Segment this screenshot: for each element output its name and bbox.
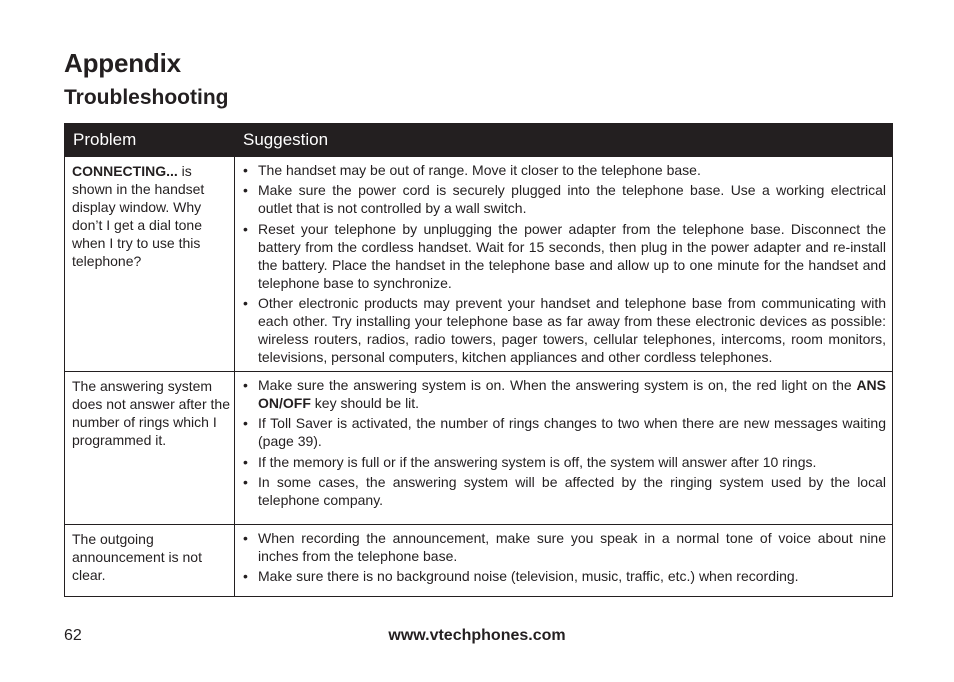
suggestion-item: • The handset may be out of range. Move it closer to the telephone base. bbox=[243, 161, 886, 179]
problem-cell bbox=[65, 525, 235, 597]
ans-key-label: ANS ON/OFF bbox=[258, 377, 886, 411]
suggestion-item: • If the memory is full or if the answering system is off, the system will answer after 10 rings. bbox=[243, 453, 886, 471]
suggestion-item: • In some cases, the answering system will be affected by the ringing system used by the local telephone company. bbox=[243, 473, 886, 509]
suggestion-list bbox=[243, 376, 886, 509]
page-title: Appendix bbox=[64, 48, 181, 78]
problem-keyword: CONNECTING... bbox=[72, 163, 178, 179]
table-row bbox=[65, 372, 893, 525]
problem-text: The answering system does not answer after the number of rings which I programmed it. bbox=[72, 378, 230, 448]
suggestion-list bbox=[243, 161, 886, 366]
suggestion-item: • Make sure the answering system is on. When the answering system is on, the red light on the ANS ON/OFF key should be lit. bbox=[243, 376, 886, 412]
table-row bbox=[65, 525, 893, 597]
header-suggestion: Suggestion bbox=[235, 124, 893, 157]
problem-cell bbox=[65, 157, 235, 372]
suggestion-item: • Reset your telephone by unplugging the power adapter from the telephone base. Disconnect the battery from the cordless handset. Wait for 15 seconds, then plug in the power adapter and re-install the battery. Place the handset in the telephone base and allow up to one minute for the handset and telephone base to synchronize. bbox=[243, 220, 886, 292]
section-title: Troubleshooting bbox=[64, 86, 229, 109]
table-header-row bbox=[65, 124, 893, 157]
suggestion-item: • Other electronic products may prevent your handset and telephone base from communicating with each other. Try installing your telephone base as far away from these electronic devices as possible: wireless routers, radios, radio towers, pager towers, cellular telephones, intercoms, room monitors, televisions, personal computers, kitchen appliances and other cordless telephones. bbox=[243, 294, 886, 366]
page-number: 62 bbox=[64, 627, 82, 644]
suggestion-item: • When recording the announcement, make sure you speak in a normal tone of voice about nine inches from the telephone base. bbox=[243, 529, 886, 565]
table-row bbox=[65, 157, 893, 372]
suggestion-item: • If Toll Saver is activated, the number of rings changes to two when there are new messages waiting (page 39). bbox=[243, 414, 886, 450]
header-problem: Problem bbox=[65, 124, 235, 157]
suggestion-item: • Make sure the power cord is securely plugged into the telephone base. Use a working electrical outlet that is not controlled by a wall switch. bbox=[243, 181, 886, 217]
website-url: www.vtechphones.com bbox=[388, 627, 566, 644]
suggestion-cell bbox=[235, 157, 893, 372]
problem-text: The outgoing announcement is not clear. bbox=[72, 531, 202, 583]
suggestion-cell bbox=[235, 372, 893, 525]
suggestion-item: • Make sure there is no background noise (television, music, traffic, etc.) when recording. bbox=[243, 567, 886, 585]
troubleshooting-table bbox=[64, 123, 893, 597]
problem-text: is shown in the handset display window. Why don’t I get a dial tone when I try to use this telephone? bbox=[72, 163, 205, 269]
suggestion-list bbox=[243, 529, 886, 585]
suggestion-cell bbox=[235, 525, 893, 597]
problem-cell bbox=[65, 372, 235, 525]
